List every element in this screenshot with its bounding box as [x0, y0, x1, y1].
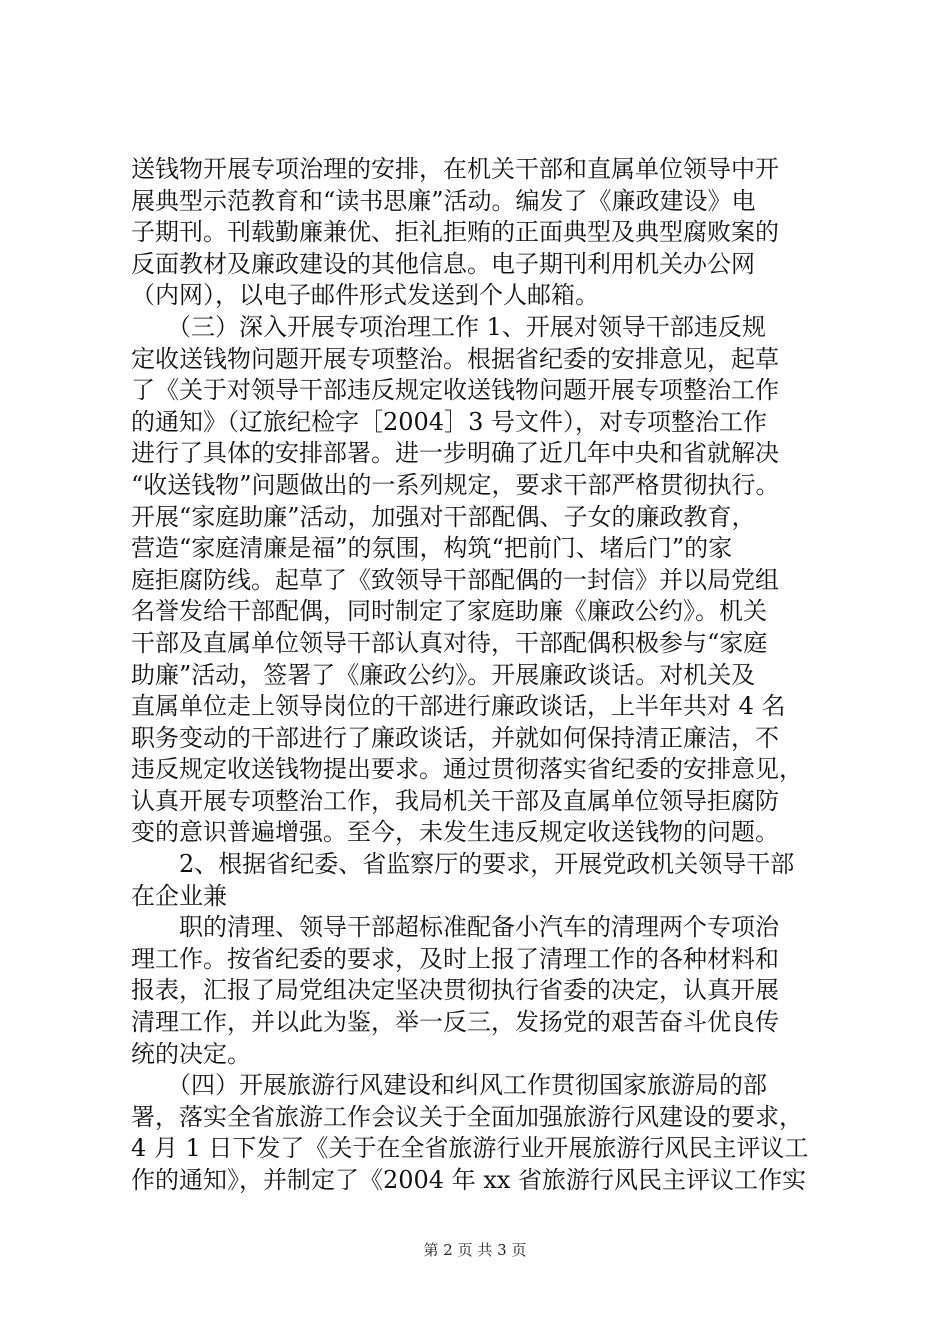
- text-line: 子期刊。刊载勤廉兼优、拒礼拒贿的正面典型及典型腐败案的: [131, 218, 779, 247]
- text-line: 营造“家庭清廉是福”的氛围，构筑“把前门、堵后门”的家: [131, 534, 733, 563]
- text-line: 报表，汇报了局党组决定坚决贯彻执行省委的决定，认真开展: [131, 976, 779, 1005]
- text-line: 职务变动的干部进行了廉政谈话，并就如何保持清正廉洁，不: [131, 723, 779, 752]
- text-line: 开展“家庭助廉”活动，加强对干部配偶、子女的廉政教育，: [131, 502, 756, 531]
- text-line: 变的意识普遍增强。至今，未发生违反规定收送钱物的问题。: [131, 818, 779, 847]
- text-line: 直属单位走上领导岗位的干部进行廉政谈话，上半年共对 4 名: [131, 692, 786, 721]
- text-line: 署，落实全省旅游工作会议关于全面加强旅游行风建设的要求，: [131, 1102, 803, 1131]
- text-line: 4 月 1 日下发了《关于在全省旅游行业开展旅游行风民主评议工: [131, 1134, 809, 1163]
- text-line: 定收送钱物问题开展专项整治。根据省纪委的安排意见，起草: [131, 344, 779, 373]
- text-line: 名誉发给干部配偶，同时制定了家庭助廉《廉政公约》。机关: [131, 597, 767, 626]
- text-line: 干部及直属单位领导干部认真对待，干部配偶积极参与“家庭: [131, 628, 768, 657]
- text-line: 了《关于对领导干部违反规定收送钱物问题开展专项整治工作: [131, 376, 779, 405]
- page-number-label: 第 2 页 共 3 页: [423, 1241, 527, 1259]
- page-footer: [0, 1240, 950, 1260]
- text-line: 理工作。按省纪委的要求，及时上报了清理工作的各种材料和: [131, 944, 779, 973]
- text-line: 送钱物开展专项治理的安排，在机关干部和直属单位领导中开: [131, 155, 779, 183]
- text-line: 展典型示范教育和“读书思廉”活动。编发了《廉政建设》电: [131, 186, 756, 215]
- text-line: （四）开展旅游行风建设和纠风工作贯彻国家旅游局的部: [131, 1071, 767, 1100]
- text-line: 的通知》（辽旅纪检字［2004］3 号文件），对专项整治工作: [131, 407, 767, 436]
- text-line: 清理工作，并以此为鉴，举一反三，发扬党的艰苦奋斗优良传: [131, 1008, 779, 1037]
- text-line: 认真开展专项整治工作，我局机关干部及直属单位领导拒腐防: [131, 786, 779, 815]
- text-line: 庭拒腐防线。起草了《致领导干部配偶的一封信》并以局党组: [131, 565, 779, 594]
- text-line: “收送钱物”问题做出的一系列规定，要求干部严格贯彻执行。: [131, 470, 780, 499]
- text-line: 作的通知》，并制定了《2004 年 xx 省旅游行风民主评议工作实: [131, 1166, 807, 1194]
- text-line: 职的清理、领导干部超标准配备小汽车的清理两个专项治: [131, 913, 779, 942]
- document-body: [131, 154, 831, 1197]
- text-line: 在企业兼: [131, 881, 227, 910]
- text-line: （内网），以电子邮件形式发送到个人邮箱。: [131, 281, 599, 310]
- text-line: 2、根据省纪委、省监察厅的要求，开展党政机关领导干部: [131, 850, 795, 879]
- text-line: （三）深入开展专项治理工作 1、开展对领导干部违反规: [131, 312, 766, 341]
- text-line: 助廉”活动，签署了《廉政公约》。开展廉政谈话。对机关及: [131, 660, 756, 689]
- text-line: 违反规定收送钱物提出要求。通过贯彻落实省纪委的安排意见，: [131, 755, 803, 784]
- text-line: 进行了具体的安排部署。进一步明确了近几年中央和省就解决: [131, 439, 779, 468]
- text-line: 统的决定。: [131, 1039, 251, 1068]
- text-line: 反面教材及廉政建设的其他信息。电子期刊利用机关办公网: [131, 249, 755, 278]
